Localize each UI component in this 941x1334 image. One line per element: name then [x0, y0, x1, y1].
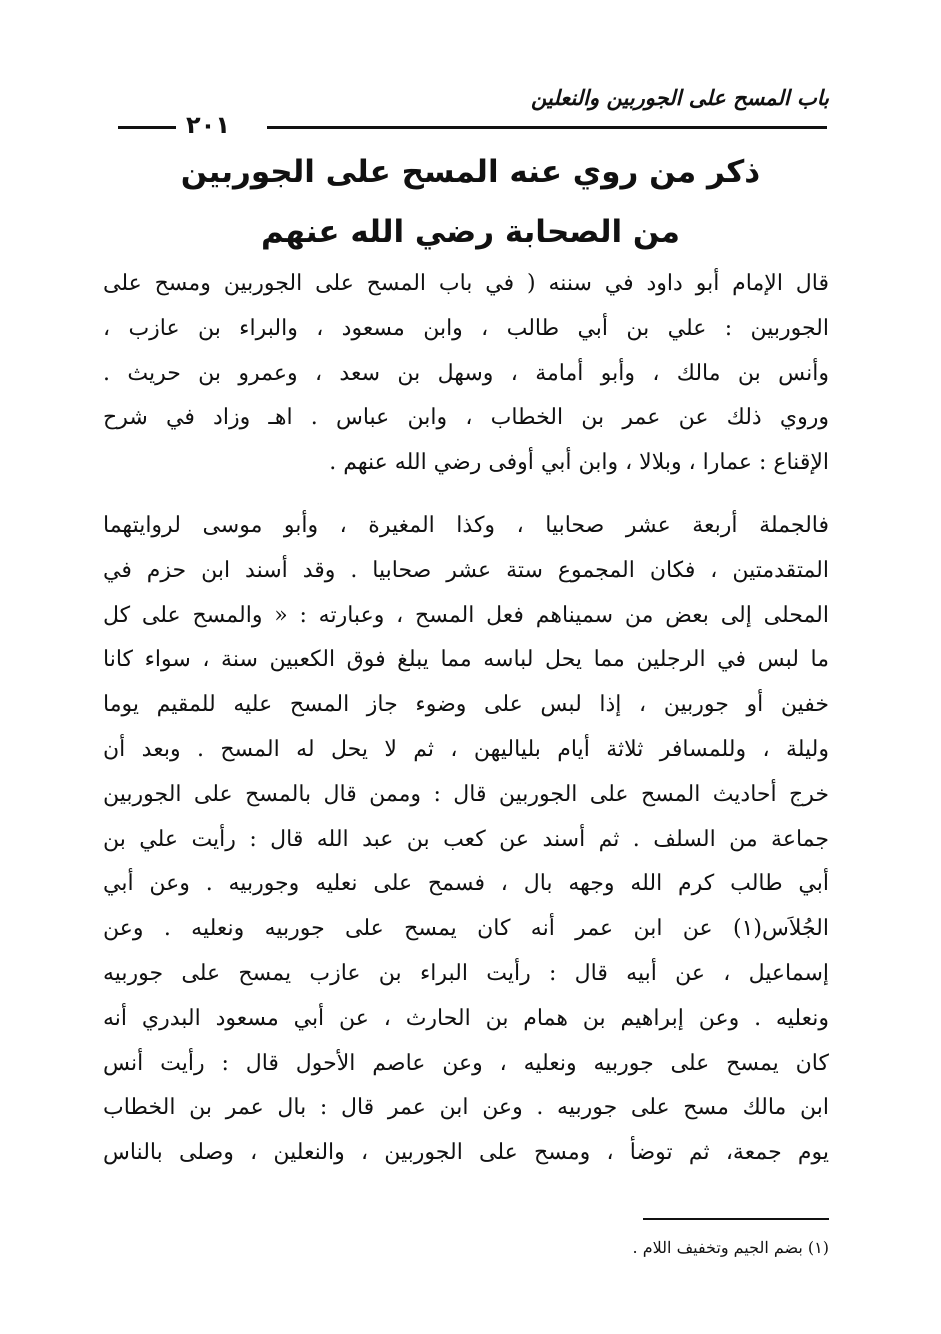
- text-line: وليلة ، وللمسافر ثلاثة أيام بلياليهن ، ثم لا يحل له المسح . وبعد أن: [103, 736, 829, 762]
- text-line: قال الإمام أبو داود في سننه ( في باب المسح على الجوربين ومسح على: [103, 271, 829, 296]
- text-line: المحلى إلى بعض من سميناهم فعل المسح ، وعبارته : « والمسح على كل: [103, 602, 829, 628]
- running-head: باب المسح على الجوربين والنعلين: [531, 86, 829, 110]
- footnote: (١) بضم الجيم وتخفيف اللام .: [632, 1238, 829, 1257]
- text-line: الجُلاَس(١) عن ابن عمر أنه كان يمسح على جوربيه ونعليه . وعن: [103, 916, 829, 942]
- text-line: خفين أو جوربين ، إذا لبس على وضوء جاز المسح عليه للمقيم يوما: [103, 692, 829, 718]
- footnote-rule: [643, 1218, 829, 1220]
- text-line: الإقناع : عمارا ، وبلالا ، وابن أبي أوفى رضي الله عنهم .: [329, 450, 829, 476]
- text-line: أبي طالب كرم الله وجهه بال ، فسمح على نعليه وجوربيه . وعن أبي: [103, 871, 829, 897]
- paragraph-gap: [103, 486, 829, 504]
- text-line: كان يمسح على جوربيه ونعليه ، وعن عاصم الأحول قال : رأيت أنس: [103, 1050, 829, 1076]
- header-rule-left: [118, 126, 176, 129]
- text-line: الجوربين : علي بن أبي طالب ، وابن مسعود ، والبراء بن عازب ،: [103, 315, 829, 341]
- text-line: وروي ذلك عن عمر بن الخطاب ، وابن عباس . اهـ وزاد في شرح: [103, 405, 829, 431]
- header-rule-right: [267, 126, 827, 129]
- page-number: ٢٠١: [186, 111, 230, 139]
- text-line: وأنس بن مالك ، وأبو أمامة ، وسهل بن سعد ، وعمرو بن حريث .: [103, 360, 829, 386]
- text-line: إسماعيل ، عن أبيه قال : رأيت البراء بن عازب يمسح على جوربيه: [103, 960, 829, 986]
- paragraph-1: [103, 262, 829, 486]
- text-line: ونعليه . وعن إبراهيم بن همام بن الحارث ، عن أبي مسعود البدري أنه: [103, 1005, 829, 1031]
- text-line: ابن مالك مسح على جوربيه . وعن ابن عمر قال : بال عمر بن الخطاب: [103, 1095, 829, 1121]
- section-heading-line-1: ذكر من روي عنه المسح على الجوربين: [180, 154, 761, 190]
- body-text: [103, 262, 829, 1176]
- paragraph-2: [103, 504, 829, 1176]
- text-line: يوم جمعة، ثم توضأ ، ومسح على الجوربين ، والنعلين ، وصلى بالناس: [103, 1140, 829, 1166]
- text-line: خرج أحاديث المسح على الجوربين قال : وممن قال بالمسح على الجوربين: [103, 781, 829, 807]
- text-line: جماعة من السلف . ثم أسند عن كعب بن عبد الله قال : رأيت علي بن: [103, 826, 829, 852]
- text-line: المتقدمتين ، فكان المجموع ستة عشر صحابيا . وقد أسند ابن حزم في: [103, 557, 829, 583]
- text-line: ما لبس في الرجلين مما يحل لباسه مما يبلغ فوق الكعبين سنة ، سواء كانا: [103, 647, 829, 673]
- text-line: فالجملة أربعة عشر صحابيا ، وكذا المغيرة ، وأبو موسى لروايتهما: [103, 512, 829, 538]
- section-heading-line-2: من الصحابة رضي الله عنهم: [261, 214, 680, 250]
